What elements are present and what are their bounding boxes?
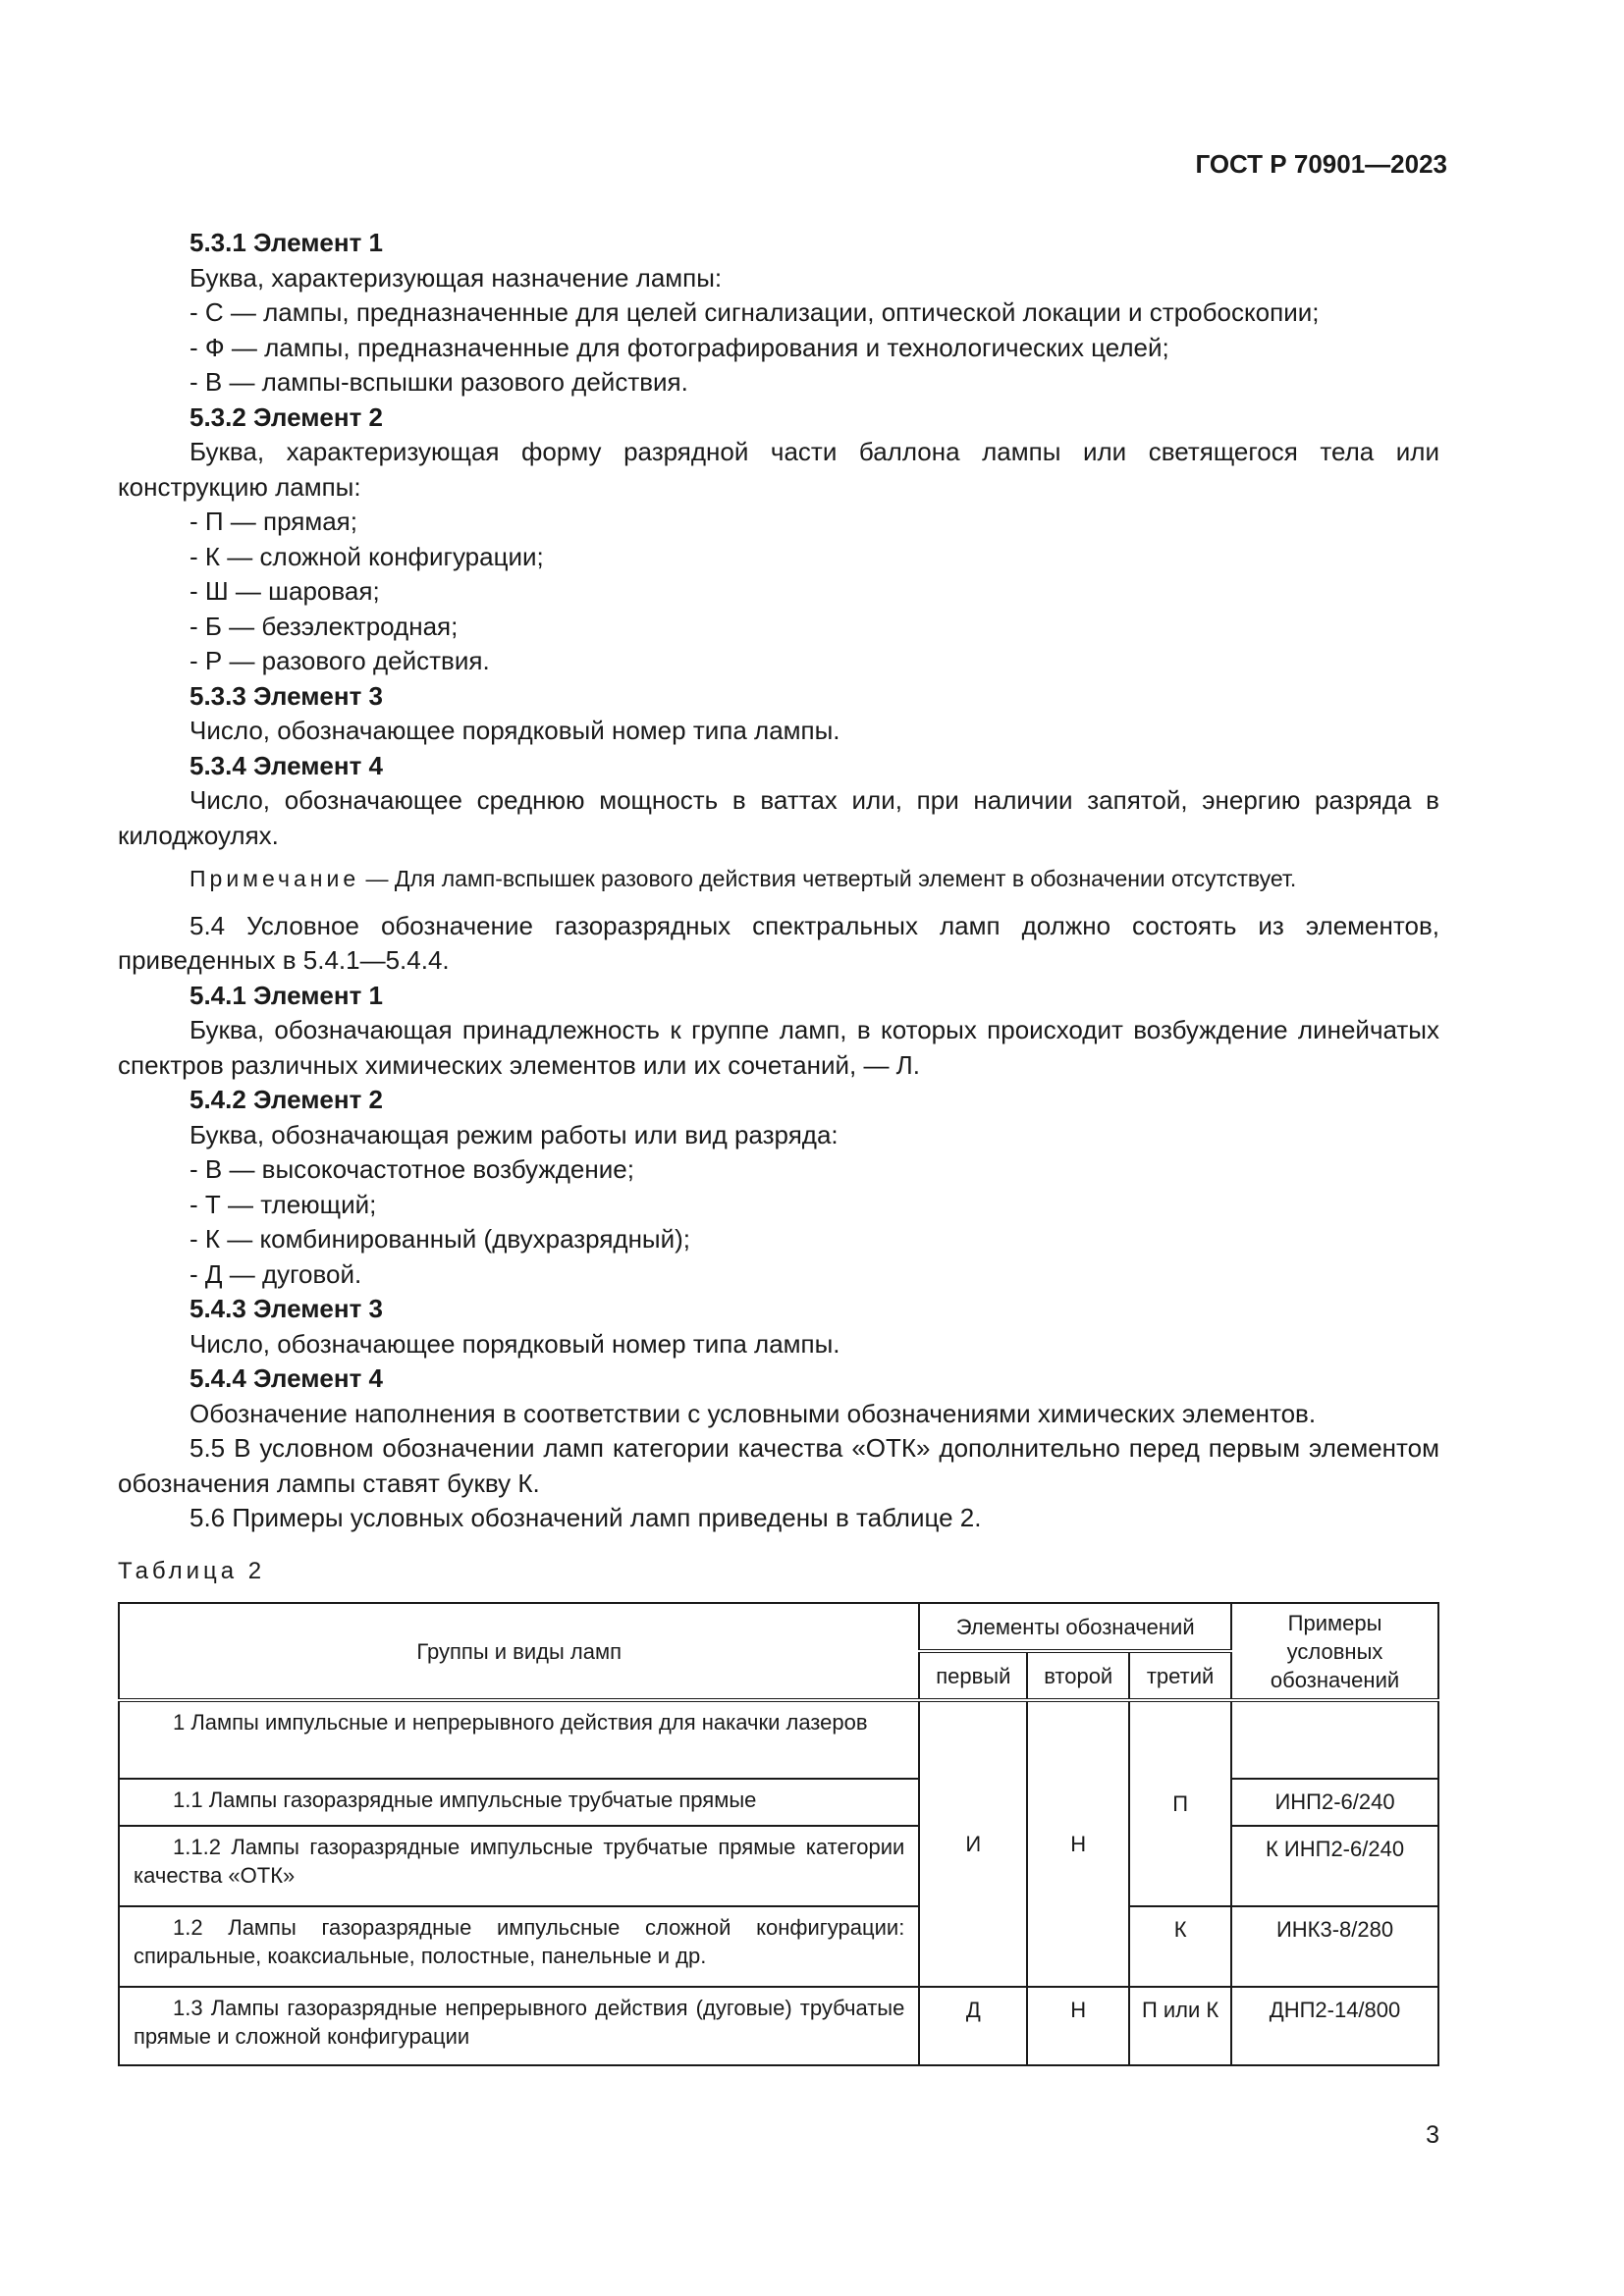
row-group-cell: 1.3 Лампы газоразрядные непрерывного действия (дуговые) трубчатые прямые и сложной конфигурации — [119, 1987, 919, 2065]
paragraph: 5.4 Условное обозначение газоразрядных спектральных ламп должно состоять из элементов, приведенных в 5.4.1—5.4.4. — [118, 910, 1439, 975]
subsection-heading: 5.3.3 Элемент 3 — [189, 680, 384, 711]
paragraph: 5.6 Примеры условных обозначений ламп приведены в таблице 2. — [189, 1503, 982, 1532]
document-header: ГОСТ Р 70901—2023 — [1195, 149, 1447, 179]
subsection-heading: 5.4.1 Элемент 1 — [189, 980, 384, 1010]
table-row — [119, 1987, 1438, 2065]
cell-third: К — [1129, 1906, 1231, 1987]
cell-first: И — [919, 1700, 1027, 1987]
text-line: - Д — дуговой. — [189, 1258, 362, 1289]
col-elements: Элементы обозначений — [919, 1603, 1231, 1651]
cell-example — [1231, 1700, 1438, 1779]
section-5-4 — [118, 909, 1439, 1536]
col-first: первый — [919, 1651, 1027, 1700]
table-header-row-1 — [119, 1603, 1438, 1651]
section-5-3 — [118, 226, 1439, 853]
text-line: - Ф — лампы, предназначенные для фотографирования и технологических целей; — [189, 332, 1169, 362]
cell-third: П — [1129, 1700, 1231, 1906]
subsection-heading: 5.4.4 Элемент 4 — [189, 1363, 384, 1393]
row-group-cell: 1.2 Лампы газоразрядные импульсные сложной конфигурации: спиральные, коаксиальные, полостные, панельные и др. — [119, 1906, 919, 1987]
text-line: Число, обозначающее порядковый номер типа лампы. — [189, 1328, 840, 1359]
row-group-cell: 1 Лампы импульсные и непрерывного действия для накачки лазеров — [119, 1700, 919, 1779]
paragraph: Буква, обозначающая принадлежность к группе ламп, в которых происходит возбуждение линейчатых спектров различных химических элементов или их сочетаний, — Л. — [118, 1015, 1439, 1080]
row-group-cell: 1.1.2 Лампы газоразрядные импульсные трубчатые прямые категории качества «ОТК» — [119, 1826, 919, 1906]
table-caption: Таблица 2 — [118, 1557, 266, 1584]
cell-example: ДНП2-14/800 — [1231, 1987, 1438, 2065]
table-row — [119, 1906, 1438, 1987]
subsection-heading: 5.3.1 Элемент 1 — [189, 228, 384, 257]
text-line: - Р — разового действия. — [189, 646, 490, 675]
table-row — [119, 1779, 1438, 1826]
text-line: - Б — безэлектродная; — [189, 611, 459, 641]
text-line: Число, обозначающее порядковый номер типа лампы. — [189, 716, 840, 745]
document-body — [118, 226, 1439, 2066]
note-label: Примечание — [189, 866, 360, 891]
col-groups: Группы и виды ламп — [119, 1603, 919, 1700]
subsection-heading: 5.3.2 Элемент 2 — [189, 401, 384, 432]
note — [118, 862, 1439, 897]
cell-second: Н — [1027, 1700, 1129, 1987]
subsection-heading: 5.4.2 Элемент 2 — [189, 1085, 384, 1114]
text-line: - Ш — шаровая; — [189, 576, 380, 606]
text-line: - К — комбинированный (двухразрядный); — [189, 1224, 691, 1254]
designation-table — [118, 1602, 1439, 2066]
subsection-heading: 5.3.4 Элемент 4 — [189, 750, 384, 780]
text-line: Обозначение наполнения в соответствии с условными обозначениями химических элементов. — [189, 1398, 1317, 1428]
col-third: третий — [1129, 1651, 1231, 1700]
text-line: - В — высокочастотное возбуждение; — [189, 1154, 634, 1184]
text-line: - С — лампы, предназначенные для целей сигнализации, оптической локации и стробоскопии; — [189, 297, 1320, 327]
cell-example: ИНП2-6/240 — [1231, 1779, 1438, 1826]
paragraph: Число, обозначающее среднюю мощность в ваттах или, при наличии запятой, энергию разряда в килоджоулях. — [118, 785, 1439, 850]
cell-first: Д — [919, 1987, 1027, 2065]
row-group-cell: 1.1 Лампы газоразрядные импульсные трубчатые прямые — [119, 1779, 919, 1826]
note-text: — Для ламп-вспышек разового действия четвертый элемент в обозначении отсутствует. — [359, 866, 1297, 891]
page-number: 3 — [1426, 2121, 1439, 2149]
col-second: второй — [1027, 1651, 1129, 1700]
text-line: Буква, обозначающая режим работы или вид разряда: — [189, 1119, 839, 1149]
subsection-heading: 5.4.3 Элемент 3 — [189, 1294, 384, 1323]
text-line: - П — прямая; — [189, 507, 357, 536]
table-row — [119, 1700, 1438, 1779]
text-line: - К — сложной конфигурации; — [189, 541, 544, 571]
text-line: - Т — тлеющий; — [189, 1189, 377, 1219]
text-line: - В — лампы-вспышки разового действия. — [189, 367, 688, 397]
text-line: Буква, характеризующая назначение лампы: — [189, 262, 723, 293]
cell-third: П или К — [1129, 1987, 1231, 2065]
table-row — [119, 1826, 1438, 1906]
cell-example: К ИНП2-6/240 — [1231, 1826, 1438, 1906]
paragraph: 5.5 В условном обозначении ламп категории качества «ОТК» дополнительно перед первым элементом обозначения лампы ставят букву К. — [118, 1433, 1439, 1498]
col-examples: Примеры условных обозначений — [1231, 1603, 1438, 1700]
paragraph: Буква, характеризующая форму разрядной части баллона лампы или светящегося тела или конструкцию лампы: — [118, 437, 1439, 502]
cell-second: Н — [1027, 1987, 1129, 2065]
cell-example: ИНК3-8/280 — [1231, 1906, 1438, 1987]
